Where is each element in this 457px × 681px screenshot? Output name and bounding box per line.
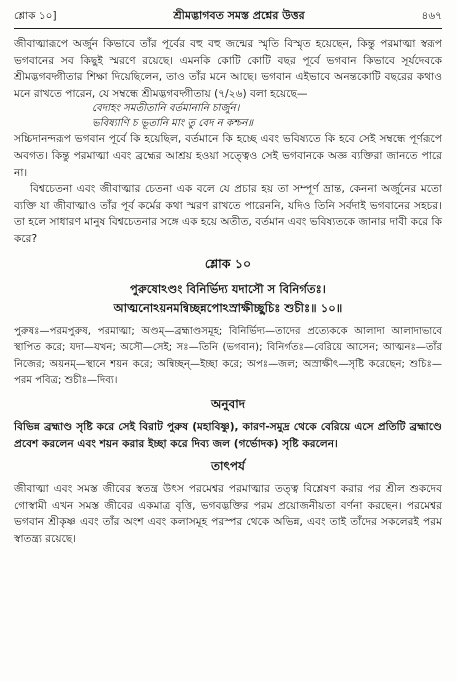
book-page (14, 8, 442, 673)
header-rule (14, 28, 442, 29)
sanskrit-verse (14, 280, 442, 318)
verse-line: পুরুষোঽণ্ডং বিনির্ভিদ্য যদাসৌ স বিনির্গতঃ। (130, 281, 326, 296)
purport-heading: তাৎপর্য (211, 459, 245, 474)
verse-heading: শ্লোক ১০ (204, 255, 252, 271)
running-header (14, 8, 442, 26)
verse-reference: শ্লোক ১০] (14, 10, 57, 22)
translation-text: বিভিন্ন ব্রহ্মাণ্ড সৃষ্টি করে সেই বিরাট পুরুষ (মহাবিষ্ণু), কারণ-সমুদ্র থেকে বেরিয়ে এসে প্রতিটি ব্রহ্মাণ্ডে প্রবেশ করলেন এবং শয়ন করার ইচ্ছা করে দিব্য জল (গর্ভোদক) সৃষ্টি করলেন। (14, 420, 442, 450)
verse-line: আত্মনোঽয়নমন্বিচ্ছন্নপোঽস্রাক্ষীচ্ছুচিঃ শুচীঃ॥ ১০॥ (113, 300, 343, 315)
word-by-word-synonyms: পুরুষঃ—পরমপুরুষ, পরমাত্মা; অণ্ডম্—ব্রহ্মাণ্ডসমূহ; বিনির্ভিদ্য—তাদের প্রত্যেককে আলাদা আলাদাভাবে স্থাপিত করে; যদা—যখন; অসৌ—সেই; সঃ—তিনি (ভগবান); বিনির্গতঃ—বেরিয়ে আসেন; আত্মনঃ—তাঁর নিজের; অয়নম্—স্থানে শয়ন করে; অন্বিচ্ছন্—ইচ্ছা করে; অপঃ—জল; অস্রাক্ষীৎ—সৃষ্টি করেছেন; শুচিঃ—পরম পবিত্র; শুচীঃ—দিব্য। (14, 325, 442, 387)
chapter-title: শ্রীমদ্ভাগবত সমস্ত প্রশ্নের উত্তর (173, 9, 305, 22)
intro-paragraph: জীবাত্মারূপে অর্জুন কিভাবে তাঁর পূর্বের বহু বহু জন্মের স্মৃতি বিস্মৃত হয়েছেন, কিন্তু পরমাত্মা স্বরূপ ভগবানের সব কিছুই স্মরণে রয়েছে। এমনকি কোটি কোটি বছর পূর্বে ভগবান কিভাবে সূর্যদেবকে শ্রীমদ্ভগবদ্গীতার শিক্ষা দিয়েছিলেন, তাও তাঁর মনে আছে। ভগবান এইভাবে অনন্তকোটি বছরের কথাও মনে রাখতে পারেন, যে সম্বন্ধে শ্রীমদ্ভগবদ্গীতায় (৭/২৬) বলা হয়েছে— (14, 38, 442, 100)
second-paragraph: বিশ্বচেতনা এবং জীবাত্মার চেতনা এক বলে যে প্রচার হয় তা সম্পূর্ণ ভ্রান্ত, কেননা অর্জুনের মতো ব্যক্তি যা জীবাত্মাও তাঁর পূর্ব কর্মের কথা স্মরণ রাখতে পারেননি, যদিও তিনি সর্বদাই ভগবানের সহচর। তা হলে সাধারণ মানুষ বিশ্বচেতনার সঙ্গে এক হয়ে অতীত, বর্তমান এবং ভবিষ্যতকে জানার দাবী করে কি করে? (14, 183, 442, 245)
quote-line: ভবিষ্যাণি চ ভূতানি মাং তু বেদ ন কশ্চন॥ (92, 117, 254, 129)
purport-text: জীবাত্মা এবং সমস্ত জীবের স্বতন্ত্র উৎস পরমেশ্বর পরমাত্মার তত্ত্ব বিশ্লেষণ করার পর শ্রীল শুকদেব গোস্বামী এখন সমস্ত জীবের একমাত্র বৃত্তি, ভগবদ্ভক্তির পরম প্রয়োজনীয়তা বর্ণনা করছেন। পরমেশ্বর ভগবান শ্রীকৃষ্ণ এবং তাঁর অংশ এবং কলাসমূহ পরস্পর থেকে অভিন্ন, এবং তাই তাঁদের সকলেরই পরম স্বাতন্ত্র্য রয়েছে। (14, 483, 442, 545)
page-number: ৪৬৭ (421, 10, 442, 22)
gita-quote (14, 102, 442, 131)
after-quote-paragraph: সচ্চিদানন্দরূপ ভগবান পূর্বে কি হয়েছিল, বর্তমানে কি হচ্ছে এবং ভবিষ্যতে কি হবে সেই সম্বন্ধে পূর্ণরূপে অবগত। কিন্তু পরমাত্মা এবং ব্রহ্মের আশ্রয় হওয়া সত্ত্বেও সেই ভগবানকে অজ্ঞ ব্যক্তিরা জানতে পারে না। (14, 133, 442, 179)
translation-heading: অনুবাদ (210, 396, 246, 411)
quote-line: বেদাহং সমতীতানি বর্তমানানি চার্জুন। (92, 103, 240, 115)
